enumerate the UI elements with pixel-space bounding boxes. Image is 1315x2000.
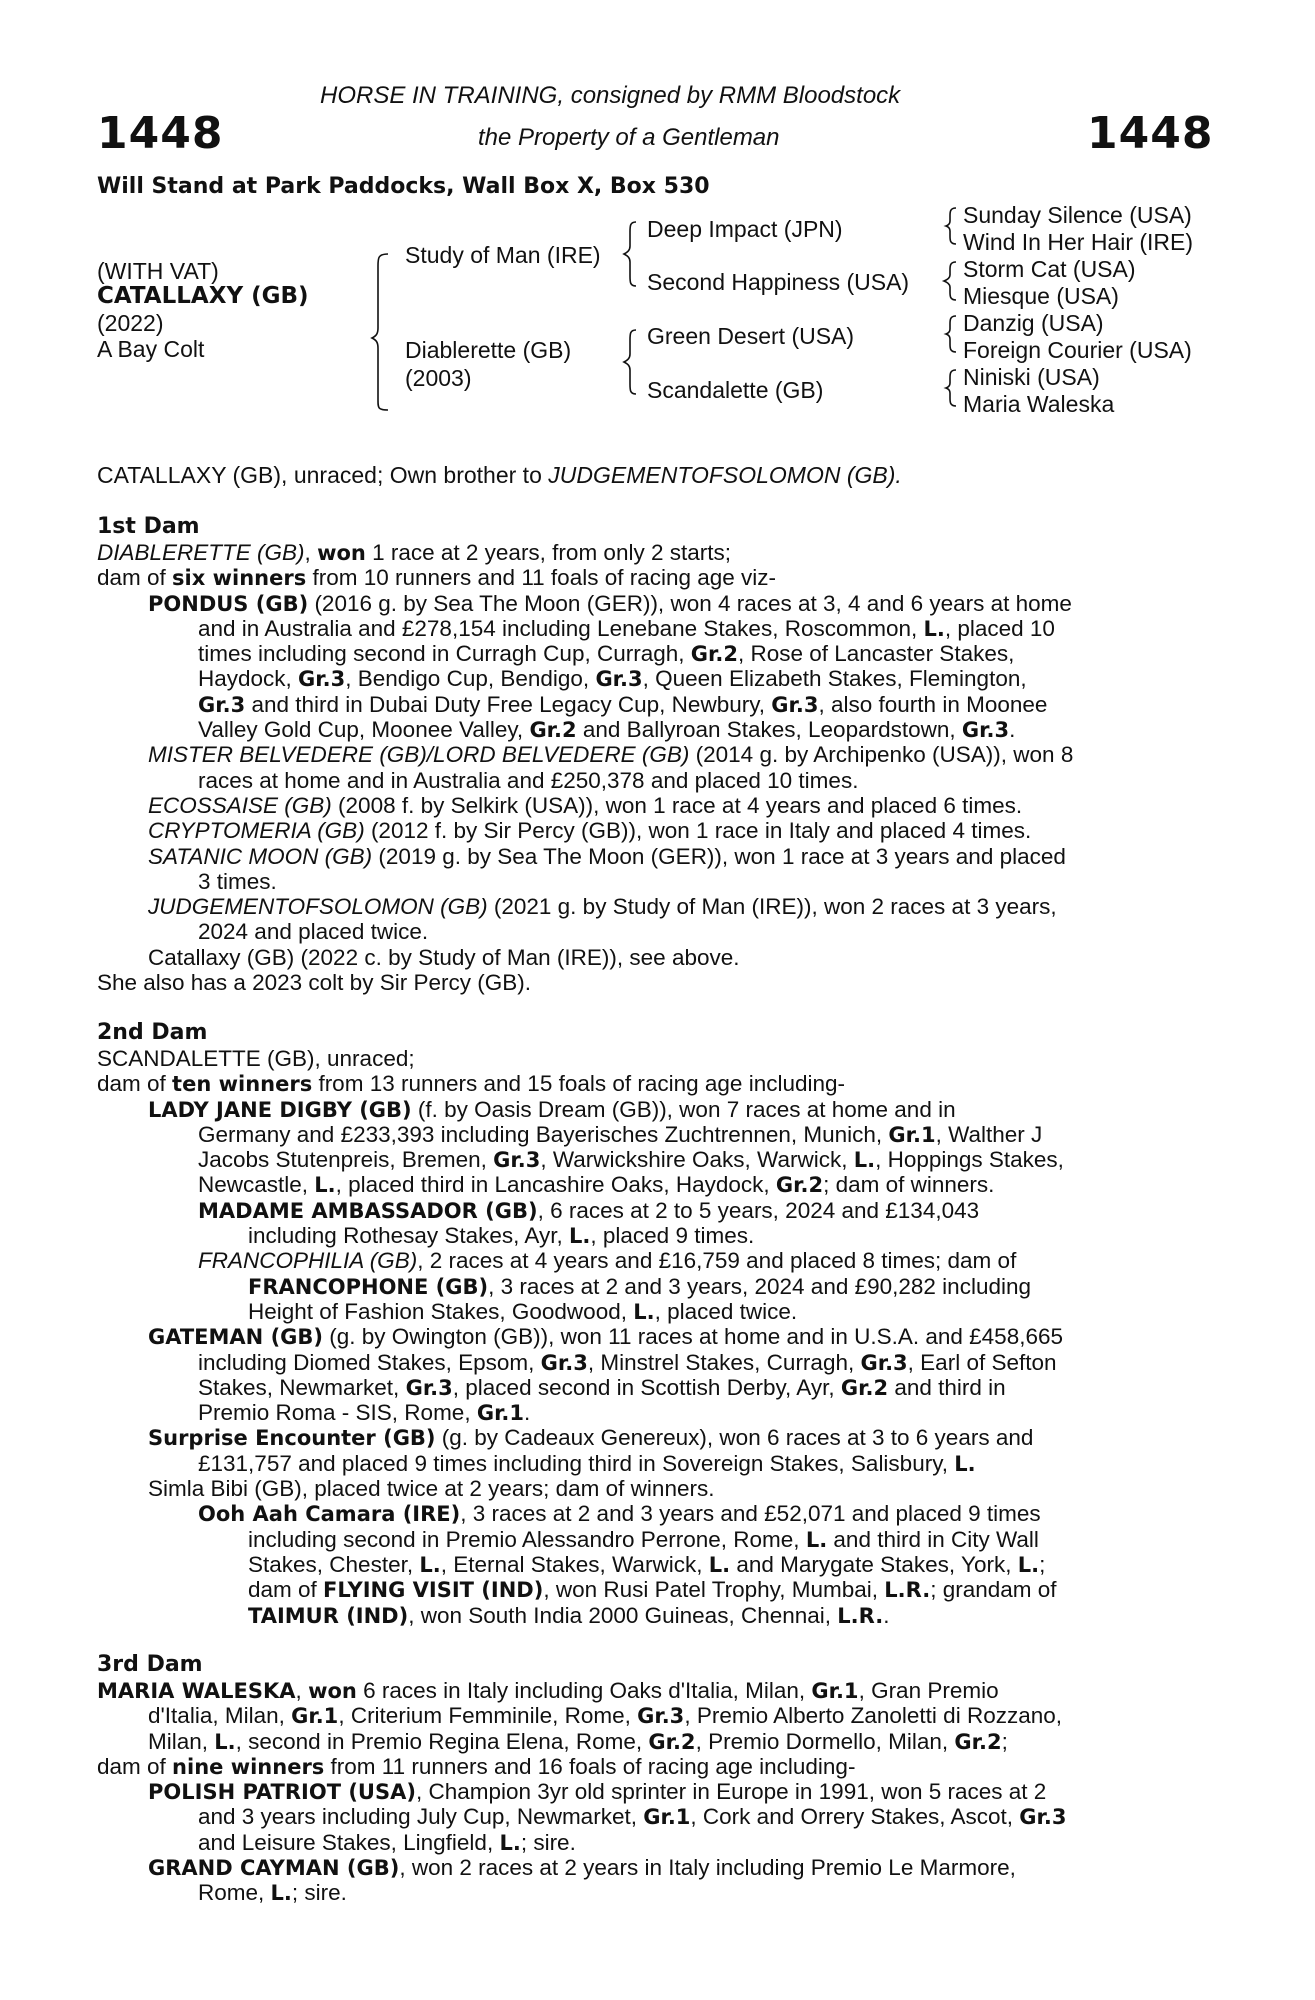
- text: Stakes, Chester,: [248, 1551, 420, 1577]
- ancestor-sdd: Miesque (USA): [963, 283, 1119, 309]
- text: (g. by Cadeaux Genereux), won 6 races at 3 to 6 years and: [435, 1425, 1034, 1451]
- text: .: [883, 1602, 890, 1628]
- progeny-name: Ooh Aah Camara (IRE): [198, 1502, 461, 1527]
- text: (2014 g. by Archipenko (USA)), won 8: [689, 742, 1074, 768]
- text: Valley Gold Cup, Moonee Valley,: [198, 717, 530, 743]
- text: Germany and £233,393 including Bayerisches Zuchtrennen, Munich,: [198, 1121, 889, 1147]
- text: , Queen Elizabeth Stakes, Flemington,: [642, 666, 1027, 692]
- text: Gr.1: [291, 1704, 339, 1729]
- sire-dam: Second Happiness (USA): [647, 269, 910, 295]
- text: ;: [1001, 1728, 1008, 1754]
- text: , placed 9 times.: [590, 1223, 755, 1249]
- text: (2021 g. by Study of Man (IRE)), won 2 races at 3 years,: [487, 894, 1057, 920]
- first-dam-body: [97, 540, 1205, 995]
- text: .: [1009, 717, 1016, 743]
- text: and third in Dubai Duty Free Legacy Cup, Newbury,: [245, 691, 772, 717]
- text: Gr.3: [860, 1350, 908, 1375]
- text: dam of: [97, 1753, 173, 1779]
- text: Gr.1: [888, 1122, 936, 1147]
- text: , won Rusi Patel Trophy, Mumbai,: [543, 1577, 885, 1603]
- pedigree-braces: [0, 0, 1315, 440]
- text: , Champion 3yr old sprinter in Europe in 1991, won 5 races at 2: [415, 1779, 1047, 1805]
- text: from 11 runners and 16 foals of racing age including-: [324, 1753, 856, 1779]
- text: L.: [270, 1881, 292, 1906]
- text: Catallaxy (GB) (2022 c. by Study of Man (IRE)), see above.: [148, 944, 740, 970]
- first-dam-title: 1st Dam: [97, 514, 200, 539]
- text: L.: [314, 1173, 336, 1198]
- text: times including second in Curragh Cup, Curragh,: [198, 641, 691, 667]
- text: , Eternal Stakes, Warwick,: [440, 1551, 709, 1577]
- dam-sire: Green Desert (USA): [647, 323, 855, 349]
- text: Gr.2: [954, 1729, 1002, 1754]
- progeny-name: POLISH PATRIOT (USA): [148, 1780, 416, 1805]
- text: Gr.2: [690, 642, 738, 667]
- text: , 3 races at 2 and 3 years, 2024 and £90,282 including: [488, 1273, 1031, 1299]
- text: including Rothesay Stakes, Ayr,: [248, 1223, 570, 1249]
- text: , 2 races at 4 years and £16,759 and placed 8 times; dam of: [417, 1248, 1017, 1274]
- progeny-name: MADAME AMBASSADOR (GB): [198, 1198, 538, 1223]
- text: , Criterium Femminile, Rome,: [338, 1703, 638, 1729]
- text: L.: [499, 1830, 521, 1855]
- text: Gr.1: [811, 1679, 859, 1703]
- dam-dam: Scandalette (GB): [647, 377, 824, 403]
- text: (2012 f. by Sir Percy (GB)), won 1 race in Italy and placed 4 times.: [364, 818, 1032, 844]
- text: , won 2 races at 2 years in Italy including Premio Le Marmore,: [399, 1855, 1016, 1881]
- text: won: [317, 541, 366, 565]
- ancestor-dsd: Foreign Courier (USA): [963, 337, 1192, 363]
- text: £131,757 and placed 9 times including third in Sovereign Stakes, Salisbury,: [198, 1450, 955, 1476]
- text: , also fourth in Moonee: [818, 691, 1048, 717]
- text: , Cork and Orrery Stakes, Ascot,: [690, 1804, 1020, 1830]
- text: from 10 runners and 11 foals of racing age viz-: [306, 565, 777, 591]
- text: Gr.3: [771, 692, 819, 717]
- text: ; sire.: [520, 1829, 576, 1855]
- text: L.: [708, 1552, 731, 1577]
- text: L.: [805, 1527, 828, 1552]
- text: L.: [954, 1451, 976, 1476]
- text: from 13 runners and 15 foals of racing age including-: [312, 1071, 846, 1097]
- ancestor-sds: Storm Cat (USA): [963, 256, 1136, 282]
- text: , Rose of Lancaster Stakes,: [737, 641, 1015, 667]
- text: Gr.3: [637, 1704, 685, 1729]
- progeny-name: FRANCOPHILIA (GB): [198, 1248, 418, 1274]
- text: Jacobs Stutenpreis, Bremen,: [198, 1147, 494, 1173]
- progeny-name: CRYPTOMERIA (GB): [148, 818, 365, 844]
- text: and third in City Wall: [827, 1526, 1039, 1552]
- text: Haydock,: [198, 666, 299, 692]
- text: ,: [304, 540, 318, 565]
- text: L.: [853, 1148, 876, 1173]
- progeny-name: GATEMAN (GB): [148, 1325, 324, 1350]
- text: Height of Fashion Stakes, Goodwood,: [248, 1298, 634, 1324]
- horse-name: CATALLAXY (GB): [97, 283, 309, 309]
- lot-number-left: 1448: [97, 108, 224, 159]
- text: Gr.3: [961, 718, 1010, 743]
- text: including second in Premio Alessandro Perrone, Rome,: [248, 1526, 806, 1552]
- text: 3 times.: [198, 868, 277, 894]
- text: ; dam of winners.: [823, 1172, 995, 1198]
- foaling-year: (2022): [97, 310, 164, 336]
- text: dam of: [97, 1071, 173, 1097]
- text: dam of: [248, 1577, 324, 1603]
- text: and Leisure Stakes, Lingfield,: [198, 1829, 500, 1855]
- intro-text: CATALLAXY (GB), unraced; Own brother to: [97, 462, 549, 488]
- text: L.: [419, 1552, 441, 1577]
- text: , 6 races at 2 to 5 years, 2024 and £134,043: [537, 1197, 980, 1223]
- text: Gr.3: [298, 667, 346, 692]
- dam-name: DIABLERETTE (GB): [97, 540, 305, 565]
- text: , Premio Alberto Zanoletti di Rozzano,: [684, 1703, 1063, 1729]
- winners-count: ten winners: [172, 1072, 313, 1097]
- progeny-name: ECOSSAISE (GB): [148, 792, 332, 818]
- text: Gr.3: [198, 692, 246, 717]
- text: races at home and in Australia and £250,378 and placed 10 times.: [198, 767, 859, 793]
- ancestor-sss: Sunday Silence (USA): [963, 202, 1192, 228]
- text: 6 races in Italy including Oaks d'Italia, Milan,: [356, 1678, 812, 1703]
- progeny-name: MISTER BELVEDERE (GB)/LORD BELVEDERE (GB): [148, 742, 690, 768]
- text: .: [524, 1400, 531, 1426]
- text: , won South India 2000 Guineas, Chennai,: [408, 1602, 838, 1628]
- text: Gr.1: [643, 1805, 691, 1830]
- progeny-name: FLYING VISIT (IND): [323, 1578, 544, 1603]
- text: Rome,: [198, 1880, 271, 1906]
- winners-count: nine winners: [172, 1754, 325, 1779]
- intro-line: [97, 462, 902, 489]
- text: Gr.3: [595, 667, 643, 692]
- text: Newcastle,: [198, 1172, 315, 1198]
- consignor-line: HORSE IN TRAINING, consigned by RMM Bloodstock: [320, 82, 901, 109]
- text: ;: [1039, 1551, 1046, 1577]
- text: Gr.1: [476, 1401, 525, 1426]
- text: L.: [1017, 1552, 1040, 1577]
- text: L.: [214, 1729, 236, 1754]
- dam-name: MARIA WALESKA: [97, 1679, 296, 1703]
- text: Gr.3: [493, 1148, 541, 1173]
- property-line: the Property of a Gentleman: [478, 124, 780, 151]
- text: Gr.3: [405, 1375, 453, 1400]
- text: , placed second in Scottish Derby, Ayr,: [452, 1374, 841, 1400]
- text: , Premio Dormello, Milan,: [695, 1728, 955, 1754]
- winners-count: six winners: [172, 566, 307, 591]
- text: Gr.3: [540, 1350, 588, 1375]
- text: Premio Roma - SIS, Rome,: [198, 1400, 477, 1426]
- text: , Minstrel Stakes, Curragh,: [587, 1349, 861, 1375]
- text: , Gran Premio: [858, 1678, 999, 1703]
- text: (2019 g. by Sea The Moon (GER)), won 1 race at 3 years and placed: [372, 843, 1066, 869]
- text: Simla Bibi (GB), placed twice at 2 years; dam of winners.: [148, 1476, 715, 1502]
- second-dam-body: [97, 1046, 1205, 1628]
- vat-note: (WITH VAT): [97, 258, 219, 284]
- second-dam-title: 2nd Dam: [97, 1020, 208, 1045]
- text: , Walther J: [935, 1121, 1043, 1147]
- text: (2016 g. by Sea The Moon (GER)), won 4 races at 3, 4 and 6 years at home: [308, 590, 1072, 616]
- third-dam-body: [97, 1678, 1205, 1906]
- text: , placed 10: [944, 615, 1055, 641]
- own-brother: JUDGEMENTOFSOLOMON (GB).: [548, 462, 902, 488]
- text: Stakes, Newmarket,: [198, 1374, 406, 1400]
- progeny-name: JUDGEMENTOFSOLOMON (GB): [148, 894, 488, 920]
- sire-sire: Deep Impact (JPN): [647, 216, 843, 242]
- text: 1 race at 2 years, from only 2 starts;: [365, 540, 731, 565]
- text: and third in: [888, 1374, 1006, 1400]
- text: L.R.: [837, 1603, 884, 1628]
- stand-location: Will Stand at Park Paddocks, Wall Box X, Box 530: [97, 174, 710, 199]
- text: and 3 years including July Cup, Newmarket,: [198, 1804, 644, 1830]
- text: L.: [633, 1299, 655, 1324]
- text: , Warwickshire Oaks, Warwick,: [540, 1147, 854, 1173]
- text: , Hoppings Stakes,: [875, 1147, 1064, 1173]
- text: L.: [569, 1224, 591, 1249]
- ancestor-ssd: Wind In Her Hair (IRE): [963, 229, 1194, 255]
- text: L.: [923, 616, 945, 641]
- text: (2008 f. by Selkirk (USA)), won 1 race at 4 years and placed 6 times.: [331, 792, 1023, 818]
- sire: Study of Man (IRE): [405, 242, 601, 268]
- text: dam of: [97, 565, 173, 591]
- text: Gr.2: [840, 1375, 889, 1400]
- text: Gr.2: [529, 718, 577, 743]
- text: , placed third in Lancashire Oaks, Haydock,: [335, 1172, 776, 1198]
- text: won: [308, 1679, 357, 1703]
- text: d'Italia, Milan,: [148, 1703, 292, 1729]
- text: (g. by Owington (GB)), won 11 races at home and in U.S.A. and £458,665: [323, 1324, 1063, 1350]
- progeny-name: LADY JANE DIGBY (GB): [148, 1097, 412, 1122]
- ancestor-dds: Niniski (USA): [963, 364, 1100, 390]
- text: Milan,: [148, 1728, 215, 1754]
- text: , Earl of Sefton: [907, 1349, 1057, 1375]
- text: Gr.2: [648, 1729, 696, 1754]
- horse-description: A Bay Colt: [97, 336, 205, 362]
- dam: Diablerette (GB): [405, 337, 572, 363]
- text: and in Australia and £278,154 including Lenebane Stakes, Roscommon,: [198, 615, 924, 641]
- text: 2024 and placed twice.: [198, 919, 429, 945]
- text: ; grandam of: [930, 1577, 1057, 1603]
- text: (f. by Oasis Dream (GB)), won 7 races at home and in: [411, 1096, 956, 1122]
- text: and Ballyroan Stakes, Leopardstown,: [576, 717, 962, 743]
- ancestor-ddd: Maria Waleska: [963, 391, 1115, 417]
- text: , placed twice.: [654, 1298, 798, 1324]
- dam-year: (2003): [405, 365, 472, 391]
- text: , second in Premio Regina Elena, Rome,: [235, 1728, 649, 1754]
- text: L.R.: [884, 1578, 931, 1603]
- lot-number-right: 1448: [1087, 108, 1214, 159]
- progeny-name: Surprise Encounter (GB): [148, 1426, 436, 1451]
- progeny-name: TAIMUR (IND): [248, 1603, 409, 1628]
- text: Gr.3: [1019, 1805, 1067, 1830]
- third-dam-title: 3rd Dam: [97, 1652, 203, 1677]
- text: , 3 races at 2 and 3 years and £52,071 and placed 9 times: [460, 1501, 1041, 1527]
- text: She also has a 2023 colt by Sir Percy (GB).: [97, 970, 531, 996]
- text: Gr.2: [775, 1173, 824, 1198]
- text: including Diomed Stakes, Epsom,: [198, 1349, 541, 1375]
- ancestor-dss: Danzig (USA): [963, 310, 1104, 336]
- text: ,: [295, 1678, 309, 1703]
- progeny-name: GRAND CAYMAN (GB): [148, 1856, 400, 1881]
- progeny-name: PONDUS (GB): [148, 591, 309, 616]
- text: SCANDALETTE (GB), unraced;: [97, 1046, 415, 1071]
- progeny-name: FRANCOPHONE (GB): [248, 1274, 489, 1299]
- text: ; sire.: [291, 1880, 347, 1906]
- progeny-name: SATANIC MOON (GB): [148, 843, 373, 869]
- text: , Bendigo Cup, Bendigo,: [345, 666, 596, 692]
- text: and Marygate Stakes, York,: [730, 1551, 1018, 1577]
